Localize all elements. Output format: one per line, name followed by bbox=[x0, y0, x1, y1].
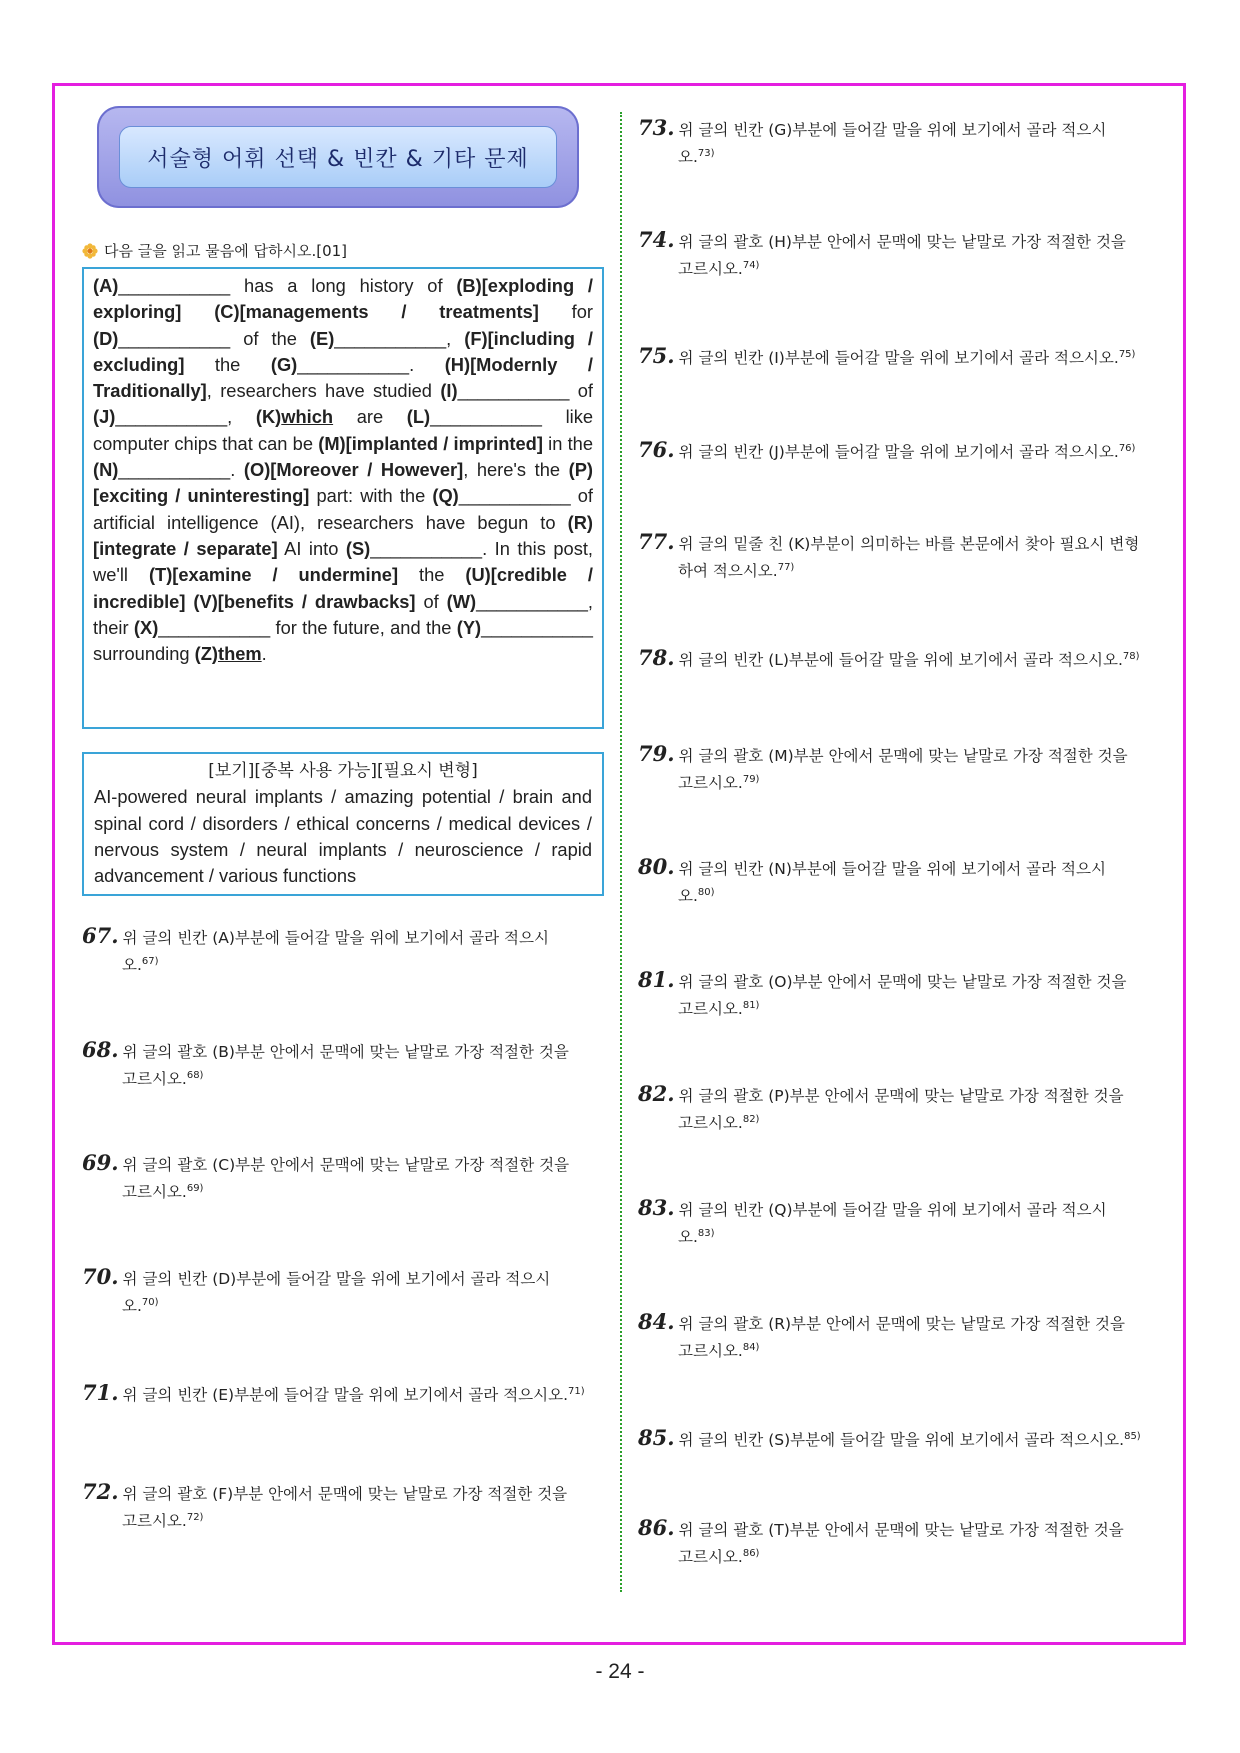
question-text: 위 글의 괄호 (O)부분 안에서 문맥에 맞는 낱말로 가장 적절한 것을 bbox=[678, 973, 1127, 991]
footnote-ref: 76) bbox=[1118, 443, 1136, 454]
footnote-ref: 81) bbox=[742, 1000, 760, 1011]
column-divider bbox=[620, 112, 622, 1592]
footnote-ref: 84) bbox=[742, 1342, 760, 1353]
question-86 bbox=[638, 1516, 1163, 1569]
question-text-cont: 고르시오.$^{86)}$ bbox=[678, 1548, 760, 1567]
question-70 bbox=[82, 1265, 607, 1318]
question-text-cont: 오.$^{67)}$ bbox=[122, 956, 159, 975]
footnote-ref: 77) bbox=[777, 562, 795, 573]
question-text: 위 글의 괄호 (B)부분 안에서 문맥에 맞는 낱말로 가장 적절한 것을 bbox=[122, 1043, 569, 1061]
footnote-ref: 78) bbox=[1122, 651, 1140, 662]
question-text: 위 글의 밑줄 친 (K)부분이 의미하는 바를 본문에서 찾아 필요시 변형 bbox=[678, 535, 1140, 553]
question-77 bbox=[638, 530, 1163, 583]
question-number: 76. bbox=[638, 437, 675, 463]
question-number: 86. bbox=[638, 1515, 675, 1540]
question-68 bbox=[82, 1038, 607, 1091]
question-text-cont: 고르시오.$^{74)}$ bbox=[678, 260, 760, 279]
question-text: 위 글의 빈칸 (E)부분에 들어갈 말을 위에 보기에서 골라 적으시오.$^{71)}$ bbox=[122, 1386, 585, 1405]
question-text: 위 글의 빈칸 (J)부분에 들어갈 말을 위에 보기에서 골라 적으시오.$^{76)}$ bbox=[678, 443, 1136, 462]
question-67 bbox=[82, 924, 607, 977]
flower-icon bbox=[82, 243, 98, 259]
footnote-ref: 79) bbox=[742, 774, 760, 785]
question-text-cont: 오.$^{73)}$ bbox=[678, 148, 715, 167]
question-number: 84. bbox=[638, 1309, 675, 1334]
question-number: 82. bbox=[638, 1081, 675, 1106]
question-72 bbox=[82, 1480, 607, 1533]
footnote-ref: 73) bbox=[697, 148, 715, 159]
question-number: 75. bbox=[638, 343, 675, 369]
question-text: 위 글의 빈칸 (A)부분에 들어갈 말을 위에 보기에서 골라 적으시 bbox=[122, 929, 549, 947]
question-text: 위 글의 빈칸 (G)부분에 들어갈 말을 위에 보기에서 골라 적으시 bbox=[678, 121, 1107, 139]
question-number: 68. bbox=[82, 1037, 119, 1062]
question-text: 위 글의 괄호 (F)부분 안에서 문맥에 맞는 낱말로 가장 적절한 것을 bbox=[122, 1485, 568, 1503]
question-number: 81. bbox=[638, 967, 675, 992]
question-83 bbox=[638, 1196, 1163, 1249]
footnote-ref: 83) bbox=[697, 1228, 715, 1239]
footnote-ref: 74) bbox=[742, 260, 760, 271]
question-text: 위 글의 괄호 (R)부분 안에서 문맥에 맞는 낱말로 가장 적절한 것을 bbox=[678, 1315, 1126, 1333]
footnote-ref: 72) bbox=[186, 1512, 204, 1523]
question-text: 위 글의 괄호 (M)부분 안에서 문맥에 맞는 낱말로 가장 적절한 것을 bbox=[678, 747, 1128, 765]
question-79 bbox=[638, 742, 1163, 795]
question-number: 79. bbox=[638, 741, 675, 766]
section-title-banner bbox=[97, 106, 579, 208]
question-text: 위 글의 괄호 (T)부분 안에서 문맥에 맞는 낱말로 가장 적절한 것을 bbox=[678, 1521, 1124, 1539]
question-text-cont: 고르시오.$^{82)}$ bbox=[678, 1114, 760, 1133]
question-number: 71. bbox=[82, 1380, 119, 1406]
footnote-ref: 67) bbox=[141, 956, 159, 967]
instruction bbox=[82, 240, 347, 261]
question-text: 위 글의 빈칸 (Q)부분에 들어갈 말을 위에 보기에서 골라 적으시 bbox=[678, 1201, 1107, 1219]
question-81 bbox=[638, 968, 1163, 1021]
question-73 bbox=[638, 116, 1163, 169]
footnote-ref: 69) bbox=[186, 1183, 204, 1194]
question-text: 위 글의 빈칸 (N)부분에 들어갈 말을 위에 보기에서 골라 적으시 bbox=[678, 860, 1106, 878]
question-number: 73. bbox=[638, 115, 675, 140]
question-number: 67. bbox=[82, 923, 119, 948]
page-number: - 24 - bbox=[595, 1660, 645, 1683]
question-number: 74. bbox=[638, 227, 675, 252]
footnote-ref: 71) bbox=[568, 1386, 585, 1397]
question-text-cont: 하여 적으시오.$^{77)}$ bbox=[678, 562, 795, 581]
question-text-cont: 고르시오.$^{81)}$ bbox=[678, 1000, 760, 1019]
question-text: 위 글의 빈칸 (I)부분에 들어갈 말을 위에 보기에서 골라 적으시오.$^{75)}$ bbox=[678, 349, 1136, 368]
choices-title: [보기][중복 사용 가능][필요시 변형] bbox=[208, 761, 478, 781]
question-text-cont: 오.$^{83)}$ bbox=[678, 1228, 715, 1247]
question-number: 69. bbox=[82, 1150, 119, 1175]
footnote-ref: 80) bbox=[697, 887, 715, 898]
question-80 bbox=[638, 855, 1163, 908]
question-number: 72. bbox=[82, 1479, 119, 1504]
question-number: 85. bbox=[638, 1425, 675, 1451]
footnote-ref: 86) bbox=[742, 1548, 760, 1559]
question-75 bbox=[638, 343, 1163, 370]
question-text-cont: 오.$^{70)}$ bbox=[122, 1297, 159, 1316]
question-78 bbox=[638, 645, 1163, 672]
choices-body: AI-powered neural implants / amazing potential / brain and spinal cord / disorders / ethical concerns / medical devices / nervous system / neural implants / neuroscience / rapid advancement / various functions bbox=[94, 786, 592, 887]
question-84 bbox=[638, 1310, 1163, 1363]
question-82 bbox=[638, 1082, 1163, 1135]
question-76 bbox=[638, 437, 1163, 464]
footnote-ref: 75) bbox=[1118, 349, 1136, 360]
question-74 bbox=[638, 228, 1163, 281]
question-text: 위 글의 빈칸 (L)부분에 들어갈 말을 위에 보기에서 골라 적으시오.$^{78)}$ bbox=[678, 651, 1140, 670]
question-71 bbox=[82, 1380, 607, 1407]
passage-box: (A)___________ has a long history of (B)[exploding / exploring] (C)[managements / treatments] for (D)___________ of the (E)___________, (F)[including / excluding] the (G)___________. (H)[Modernly / Traditionally], researchers have studied (I)___________ of (J)___________, (K)which are (L)___________ like computer chips that can be (M)[implanted / imprinted] in the (N)___________. (O)[Moreover / However], here's the (P)[exciting / uninteresting] part: with the (Q)___________ of artificial intelligence (AI), researchers have begun to (R)[integrate / separate] AI into (S)___________. In this post, we'll (T)[examine / undermine] the (U)[credible / incredible] (V)[benefits / drawbacks] of (W)___________, their (X)___________ for the future, and the (Y)___________ surrounding (Z)them. bbox=[82, 267, 604, 729]
question-text: 위 글의 괄호 (P)부분 안에서 문맥에 맞는 낱말로 가장 적절한 것을 bbox=[678, 1087, 1124, 1105]
question-number: 70. bbox=[82, 1264, 119, 1289]
instruction-text: 다음 글을 읽고 물음에 답하시오.[01] bbox=[104, 242, 348, 260]
question-text-cont: 고르시오.$^{69)}$ bbox=[122, 1183, 204, 1202]
question-text: 위 글의 괄호 (C)부분 안에서 문맥에 맞는 낱말로 가장 적절한 것을 bbox=[122, 1156, 570, 1174]
question-text: 위 글의 괄호 (H)부분 안에서 문맥에 맞는 낱말로 가장 적절한 것을 bbox=[678, 233, 1126, 251]
question-69 bbox=[82, 1151, 607, 1204]
footnote-ref: 82) bbox=[742, 1114, 760, 1125]
footnote-ref: 68) bbox=[186, 1070, 204, 1081]
footnote-ref: 85) bbox=[1124, 1431, 1141, 1442]
question-text-cont: 고르시오.$^{68)}$ bbox=[122, 1070, 204, 1089]
question-text: 위 글의 빈칸 (S)부분에 들어갈 말을 위에 보기에서 골라 적으시오.$^{85)}$ bbox=[678, 1431, 1141, 1450]
question-number: 77. bbox=[638, 529, 675, 554]
section-title: 서술형 어휘 선택 & 빈칸 & 기타 문제 bbox=[119, 126, 557, 188]
question-number: 80. bbox=[638, 854, 675, 879]
question-85 bbox=[638, 1425, 1163, 1452]
footnote-ref: 70) bbox=[141, 1297, 159, 1308]
question-text-cont: 고르시오.$^{84)}$ bbox=[678, 1342, 760, 1361]
question-text: 위 글의 빈칸 (D)부분에 들어갈 말을 위에 보기에서 골라 적으시 bbox=[122, 1270, 551, 1288]
question-text-cont: 오.$^{80)}$ bbox=[678, 887, 715, 906]
question-number: 83. bbox=[638, 1195, 675, 1220]
choices-box bbox=[82, 752, 604, 896]
question-text-cont: 고르시오.$^{79)}$ bbox=[678, 774, 760, 793]
question-number: 78. bbox=[638, 645, 675, 671]
question-text-cont: 고르시오.$^{72)}$ bbox=[122, 1512, 204, 1531]
